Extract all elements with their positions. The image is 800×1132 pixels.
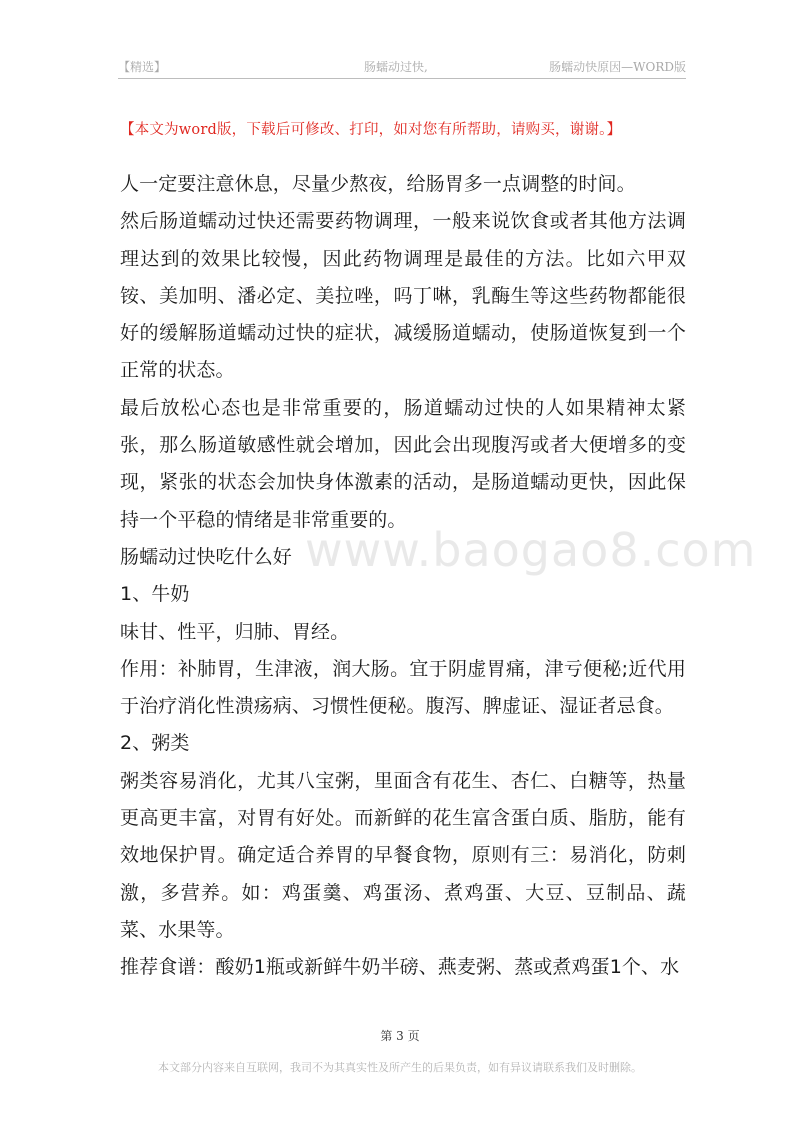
paragraph-mindset: 最后放松心态也是非常重要的，肠道蠕动过快的人如果精神太紧张，那么肠道敏感性就会增加，因此会出现腹泻或者大便增多的变现，紧张的状态会加快身体激素的活动，是肠道蠕动更快，因此保持一个平稳的情绪是非常重要的。	[120, 396, 686, 531]
paragraph-medication: 然后肠道蠕动过快还需要药物调理，一般来说饮食或者其他方法调理达到的效果比较慢，因此药物调理是最佳的方法。比如六甲双铵、美加明、潘必定、美拉唑，吗丁啉，乳酶生等这些药物都能很好的缓解肠道蠕动过快的症状，减缓肠道蠕动，使肠道恢复到一个正常的状态。	[120, 210, 686, 382]
header-title: 肠蠕动过快,	[364, 60, 428, 74]
paragraph-recipe: 推荐食谱：酸奶1瓶或新鲜牛奶半磅、燕麦粥、蒸或煮鸡蛋1个、水	[120, 956, 680, 979]
page-number: 第 3 页	[380, 1029, 420, 1043]
download-notice: 【本文为word版，下载后可修改、打印，如对您有所帮助，请购买，谢谢。】	[120, 122, 622, 138]
item-heading-porridge: 2、粥类	[120, 732, 190, 755]
paragraph-porridge: 粥类容易消化，尤其八宝粥，里面含有花生、杏仁、白糖等，热量更高更丰富，对胃有好处。而新鲜的花生富含蛋白质、脂肪，能有效地保护胃。确定适合养胃的早餐食物，原则有三：易消化，防刺激，多营养。如：鸡蛋羹、鸡蛋汤、煮鸡蛋、大豆、豆制品、蔬菜、水果等。	[120, 769, 686, 941]
section-heading: 肠蠕动过快吃什么好	[120, 545, 292, 568]
header-tag: 【精选】	[118, 60, 167, 74]
paragraph-rest: 人一定要注意休息，尽量少熬夜，给肠胃多一点调整的时间。	[120, 173, 636, 195]
paragraph-milk-nature: 味甘、性平，归肺、胃经。	[120, 620, 350, 643]
paragraph-milk-effect: 作用：补肺胃，生津液，润大肠。宜于阴虚胃痛，津亏便秘;近代用于治疗消化性溃疡病、习惯性便秘。腹泻、脾虚证、湿证者忌食。	[120, 657, 686, 718]
footer-disclaimer: 本文部分内容来自互联网，我司不为其真实性及所产生的后果负责，如有异议请联系我们及时删除。	[158, 1061, 642, 1074]
watermark: www.baogao8.com	[305, 523, 757, 577]
document-body	[120, 166, 686, 987]
header-rule	[118, 78, 686, 79]
header-doc-name: 肠蠕动快原因—WORD版	[549, 60, 686, 74]
item-heading-milk: 1、牛奶	[120, 583, 190, 606]
page-header	[118, 56, 686, 80]
